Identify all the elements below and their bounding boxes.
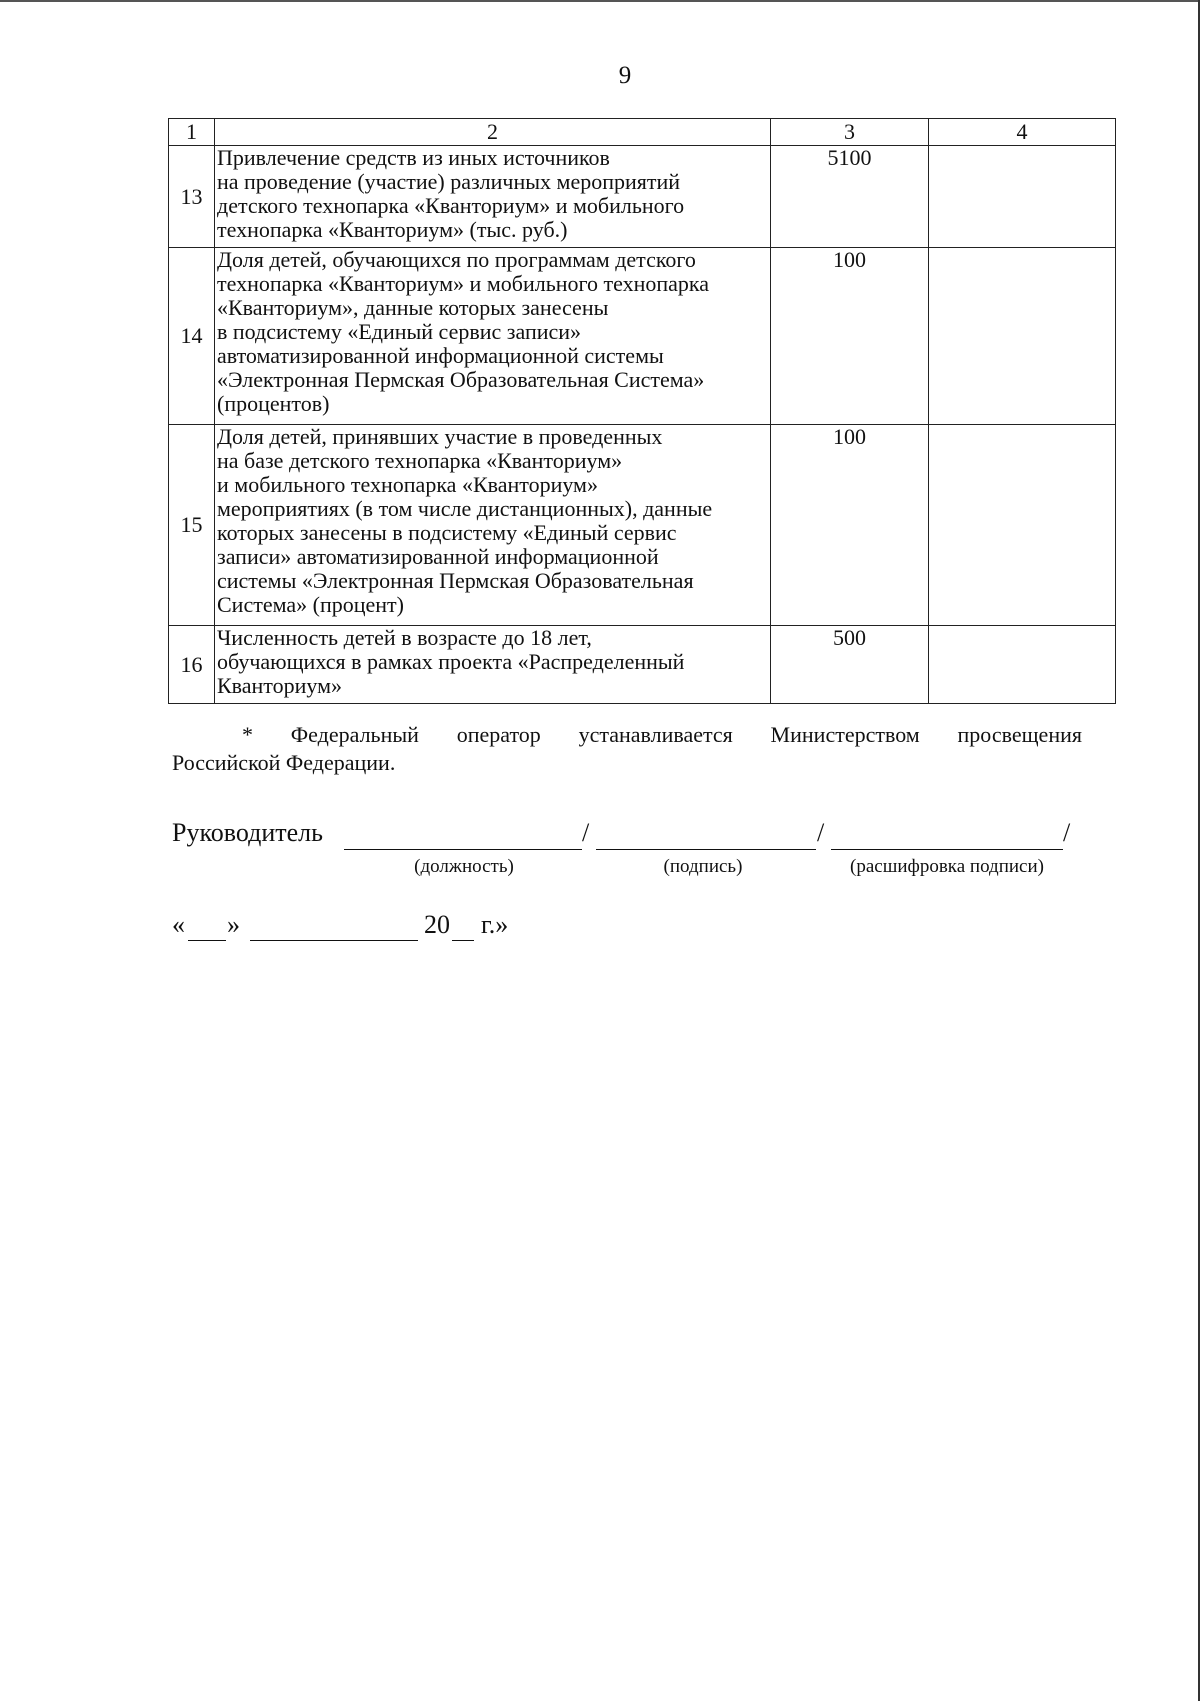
table-row [169,146,1116,248]
footnote [172,721,1082,777]
signature-field-line[interactable] [596,848,816,850]
table-header-row [169,119,1116,146]
signature-label: Руководитель [172,818,323,847]
indicator-value: 5100 [771,146,929,248]
scan-edge-top [0,0,1200,2]
indicator-description: Привлечение средств из иных источников на проведение (участие) различных мероприятий детского технопарка «Кванториум» и мобильного технопарка «Кванториум» (тыс. руб.) [215,146,771,248]
table-header-cell: 1 [169,119,215,146]
month-field-line[interactable] [250,939,418,941]
indicator-description: Доля детей, принявших участие в проведенных на базе детского технопарка «Кванториум» и мобильного технопарка «Кванториум» мероприятиях (в том числе дистанционных), данные которых занесены в подсистему «Единый сервис записи» автоматизированной информационной системы «Электронная Пермская Образовательная Система» (процент) [215,425,771,626]
date-close-quote: » [227,910,240,939]
signature-separator: / [582,818,590,847]
date-block [172,910,572,950]
table-row [169,626,1116,704]
footnote-line: * Федеральный оператор устанавливается Министерством просвещения [242,722,1082,747]
year-field-line[interactable] [452,939,474,941]
decoding-caption: (расшифровка подписи) [850,856,1044,877]
signature-separator: / [1063,818,1071,847]
date-open-quote: « [172,910,185,939]
table-header-cell: 2 [215,119,771,146]
signature-caption: (подпись) [663,856,743,877]
table-header-cell: 4 [929,119,1116,146]
table-row [169,248,1116,425]
indicator-extra [929,248,1116,425]
indicator-extra [929,425,1116,626]
indicator-extra [929,626,1116,704]
table-header-cell: 3 [771,119,929,146]
footnote-line: Российской Федерации. [172,750,396,775]
indicator-value: 100 [771,248,929,425]
row-number: 16 [169,626,215,704]
row-number: 14 [169,248,215,425]
position-field-line[interactable] [344,848,582,850]
decoding-field-line[interactable] [831,848,1063,850]
indicators-table [168,118,1116,704]
row-number: 15 [169,425,215,626]
position-caption: (должность) [414,856,514,877]
page-number: 9 [618,62,632,89]
row-number: 13 [169,146,215,248]
date-year-prefix: 20 [424,910,450,939]
indicator-value: 500 [771,626,929,704]
date-year-suffix: г.» [481,910,509,939]
day-field-line[interactable] [188,939,226,941]
indicator-extra [929,146,1116,248]
table-row [169,425,1116,626]
indicator-value: 100 [771,425,929,626]
indicator-description: Доля детей, обучающихся по программам детского технопарка «Кванториум» и мобильного технопарка «Кванториум», данные которых занесены в подсистему «Единый сервис записи» автоматизированной информационной системы «Электронная Пермская Образовательная Система» (процентов) [215,248,771,425]
signature-separator: / [817,818,825,847]
indicator-description: Численность детей в возрасте до 18 лет, обучающихся в рамках проекта «Распределенный Кванториум» [215,626,771,704]
